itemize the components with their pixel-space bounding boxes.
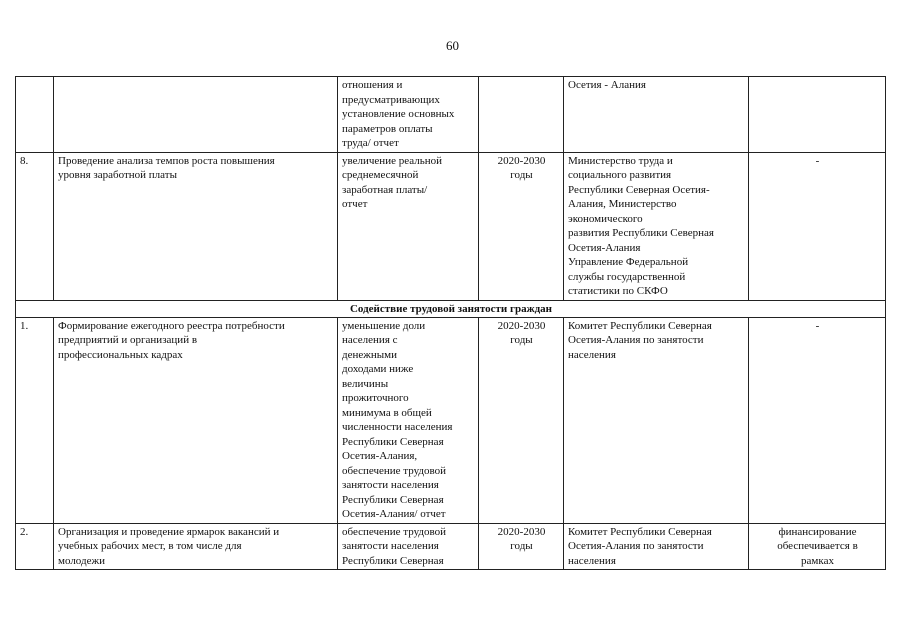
cell-line: развития Республики Северная	[568, 227, 714, 239]
financing-cell	[749, 152, 886, 300]
cell-line: денежными	[342, 348, 397, 361]
cell-line: доходами ниже	[342, 363, 414, 375]
cell-line: рамках	[801, 554, 834, 567]
executor-cell	[564, 152, 749, 300]
cell-line: Осетия-Алания по занятости	[568, 540, 704, 552]
cell-line: обеспечение трудовой	[342, 525, 447, 538]
cell-line: экономического	[568, 212, 643, 225]
financing-cell	[749, 77, 886, 153]
cell-line: Республики Северная	[342, 493, 444, 506]
cell-line: Республики Северная	[342, 435, 444, 448]
cell-line: обеспечивается в	[777, 540, 858, 552]
cell-line: Проведение анализа темпов роста повышения	[58, 154, 275, 167]
cell-line: 2020-2030	[497, 525, 546, 538]
row-number-cell: 1.	[16, 317, 54, 523]
page-number: 60	[446, 38, 459, 53]
executor-cell	[564, 317, 749, 523]
cell-line: населения	[568, 554, 616, 567]
measure-cell	[54, 152, 338, 300]
cell-line: Осетия-Алания по занятости	[568, 334, 704, 346]
cell-line: установление основных	[342, 108, 455, 120]
cell-line: заработная платы/	[342, 183, 428, 196]
row-number-cell: 2.	[16, 523, 54, 570]
cell-line: численности населения	[342, 421, 453, 433]
result-cell	[338, 317, 479, 523]
executor-cell	[564, 523, 749, 570]
measure-cell	[54, 523, 338, 570]
cell-line: Организация и проведение ярмарок вакансий и	[58, 525, 280, 538]
cell-line: уровня заработной платы	[58, 169, 177, 181]
cell-line: минимума в общей	[342, 406, 432, 419]
cell-line: учебных рабочих мест, в том числе для	[58, 540, 242, 552]
cell-line: уменьшение доли	[342, 319, 426, 332]
cell-line: Осетия-Алания	[568, 241, 641, 254]
cell-line: Комитет Республики Северная	[568, 319, 712, 332]
cell-line: увеличение реальной	[342, 154, 442, 167]
cell-line: отношения и	[342, 79, 403, 91]
period-cell	[479, 317, 564, 523]
row-number-cell: 8.	[16, 152, 54, 300]
cell-line: годы	[510, 334, 533, 346]
cell-line: населения с	[342, 334, 398, 346]
cell-line: Комитет Республики Северная	[568, 525, 712, 538]
period-cell	[479, 152, 564, 300]
cell-line: населения	[568, 348, 616, 361]
section-title: Содействие трудовой занятости граждан	[16, 300, 886, 317]
cell-line: Республики Северная Осетия-	[568, 183, 710, 196]
financing-cell	[749, 317, 886, 523]
table-row	[16, 523, 886, 570]
cell-line: -	[815, 154, 820, 167]
cell-line: прожиточного	[342, 392, 409, 404]
cell-line: занятости населения	[342, 540, 439, 552]
measures-table	[15, 76, 886, 570]
result-cell	[338, 77, 479, 153]
table-row	[16, 77, 886, 153]
cell-line: Осетия-Алания/ отчет	[342, 508, 446, 520]
cell-line: обеспечение трудовой	[342, 464, 447, 477]
cell-line: Осетия - Алания	[568, 79, 646, 91]
cell-line: параметров оплаты	[342, 122, 433, 135]
cell-line: годы	[510, 540, 533, 552]
result-cell	[338, 152, 479, 300]
cell-line: труда/ отчет	[342, 137, 399, 149]
cell-line: службы государственной	[568, 270, 686, 283]
cell-line: предусматривающих	[342, 93, 440, 106]
cell-line: 2020-2030	[497, 319, 546, 332]
cell-line: Алания, Министерство	[568, 198, 677, 210]
cell-line: финансирование	[778, 525, 857, 538]
cell-line: Управление Федеральной	[568, 256, 689, 268]
cell-line: занятости населения	[342, 479, 439, 491]
cell-line: Формирование ежегодного реестра потребности	[58, 319, 285, 332]
cell-line: отчет	[342, 198, 368, 210]
executor-cell	[564, 77, 749, 153]
table-row	[16, 152, 886, 300]
cell-line: молодежи	[58, 554, 105, 567]
measure-cell	[54, 317, 338, 523]
cell-line: Осетия-Алания,	[342, 450, 418, 462]
cell-line: среднемесячной	[342, 169, 419, 181]
row-number-cell	[16, 77, 54, 153]
cell-line: Республики Северная	[342, 554, 444, 567]
period-cell	[479, 77, 564, 153]
cell-line: 2020-2030	[497, 154, 546, 167]
cell-line: -	[815, 319, 820, 332]
cell-line: Министерство труда и	[568, 154, 673, 167]
measure-cell	[54, 77, 338, 153]
table-row	[16, 317, 886, 523]
result-cell	[338, 523, 479, 570]
cell-line: социального развития	[568, 169, 672, 181]
period-cell	[479, 523, 564, 570]
cell-line: годы	[510, 169, 533, 181]
cell-line: статистики по СКФО	[568, 285, 668, 297]
cell-line: профессиональных кадрах	[58, 348, 183, 361]
cell-line: предприятий и организаций в	[58, 334, 198, 346]
cell-line: величины	[342, 377, 389, 390]
financing-cell	[749, 523, 886, 570]
section-row	[16, 300, 886, 317]
